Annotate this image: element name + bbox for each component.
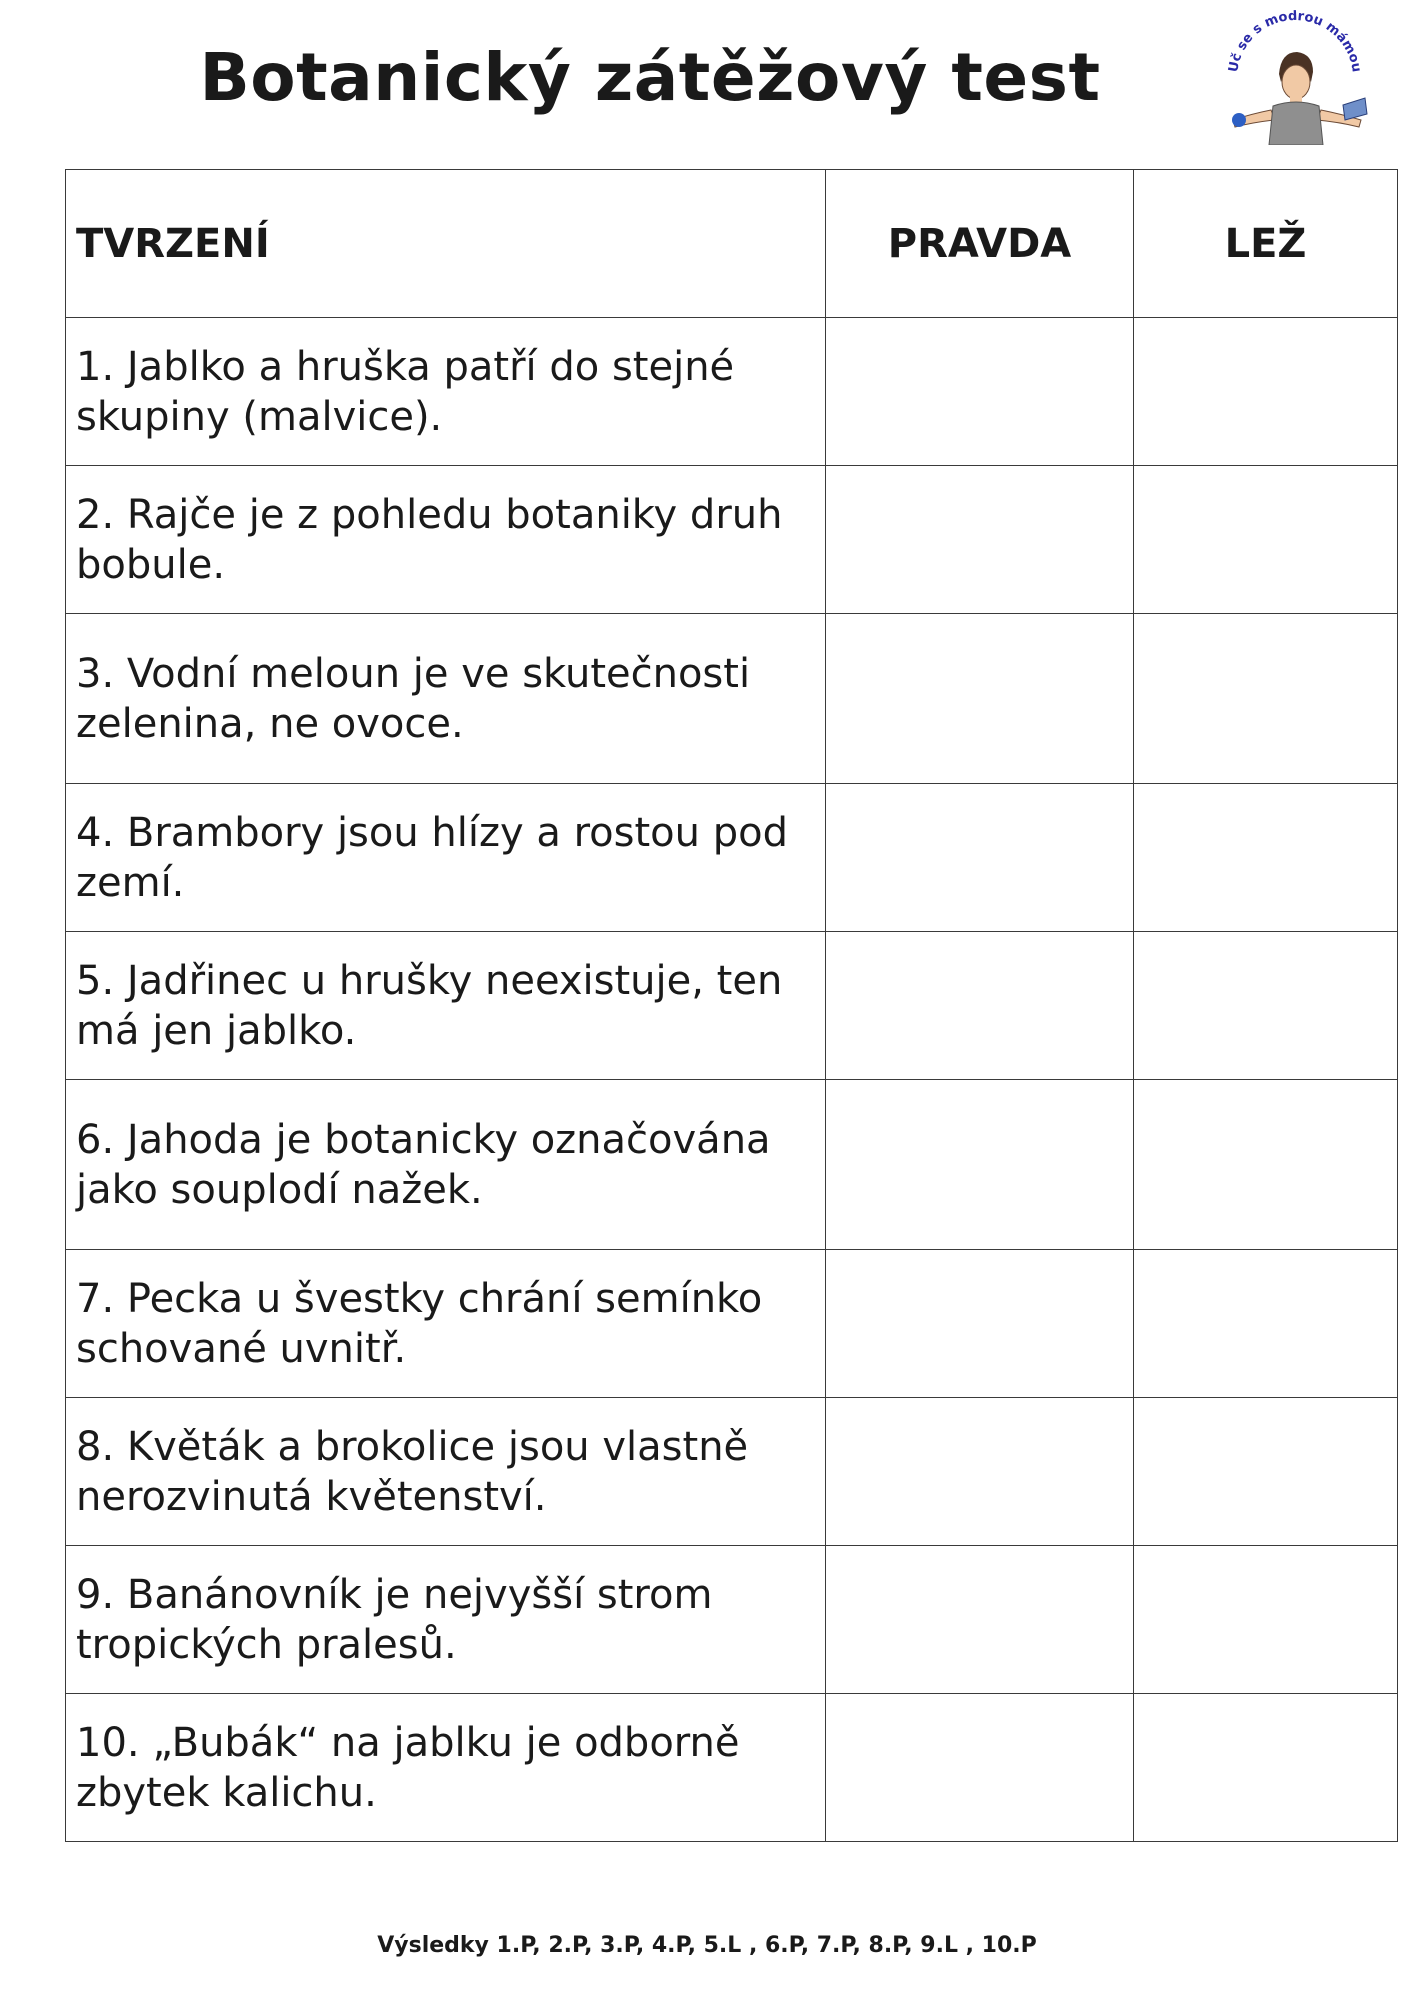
statement-cell: 9. Banánovník je nejvyšší strom tropických pralesů.	[66, 1546, 826, 1694]
true-answer-cell[interactable]	[826, 614, 1134, 784]
header-false: LEŽ	[1134, 170, 1398, 318]
table-row	[66, 1694, 1398, 1842]
header-statement: TVRZENÍ	[66, 170, 826, 318]
false-answer-cell[interactable]	[1134, 318, 1398, 466]
true-answer-cell[interactable]	[826, 1546, 1134, 1694]
page-title: Botanický zátěžový test	[199, 39, 1101, 116]
table-row	[66, 1546, 1398, 1694]
statement-cell: 7. Pecka u švestky chrání semínko schované uvnitř.	[66, 1250, 826, 1398]
true-answer-cell[interactable]	[826, 784, 1134, 932]
true-answer-cell[interactable]	[826, 1250, 1134, 1398]
table-row	[66, 614, 1398, 784]
table-row	[66, 466, 1398, 614]
false-answer-cell[interactable]	[1134, 1080, 1398, 1250]
false-answer-cell[interactable]	[1134, 1694, 1398, 1842]
false-answer-cell[interactable]	[1134, 1546, 1398, 1694]
true-answer-cell[interactable]	[826, 466, 1134, 614]
false-answer-cell[interactable]	[1134, 932, 1398, 1080]
header-true: PRAVDA	[826, 170, 1134, 318]
table-row	[66, 1398, 1398, 1546]
logo-text: Uč se s modrou mámou	[1226, 10, 1364, 74]
table-row	[66, 932, 1398, 1080]
false-answer-cell[interactable]	[1134, 784, 1398, 932]
false-answer-cell[interactable]	[1134, 1398, 1398, 1546]
false-answer-cell[interactable]	[1134, 466, 1398, 614]
table-row	[66, 1250, 1398, 1398]
results-answer-key: Výsledky 1.P, 2.P, 3.P, 4.P, 5.L , 6.P, 7.P, 8.P, 9.L , 10.P	[377, 1933, 1037, 1958]
false-answer-cell[interactable]	[1134, 614, 1398, 784]
statement-cell: 10. „Bubák“ na jablku je odborně zbytek kalichu.	[66, 1694, 826, 1842]
true-answer-cell[interactable]	[826, 1080, 1134, 1250]
statement-cell: 3. Vodní meloun je ve skutečnosti zelenina, ne ovoce.	[66, 614, 826, 784]
table-row	[66, 1080, 1398, 1250]
statement-cell: 2. Rajče je z pohledu botaniky druh bobule.	[66, 466, 826, 614]
table-row	[66, 318, 1398, 466]
true-answer-cell[interactable]	[826, 932, 1134, 1080]
statement-cell: 4. Brambory jsou hlízy a rostou pod zemí.	[66, 784, 826, 932]
statement-cell: 1. Jablko a hruška patří do stejné skupiny (malvice).	[66, 318, 826, 466]
statement-cell: 6. Jahoda je botanicky označována jako souplodí nažek.	[66, 1080, 826, 1250]
table-row	[66, 784, 1398, 932]
statement-cell: 5. Jadřinec u hrušky neexistuje, ten má jen jablko.	[66, 932, 826, 1080]
statement-cell: 8. Květák a brokolice jsou vlastně nerozvinutá květenství.	[66, 1398, 826, 1546]
statements-table	[65, 169, 1398, 1842]
logo-illustration	[1215, 10, 1375, 145]
true-answer-cell[interactable]	[826, 318, 1134, 466]
true-answer-cell[interactable]	[826, 1398, 1134, 1546]
true-answer-cell[interactable]	[826, 1694, 1134, 1842]
false-answer-cell[interactable]	[1134, 1250, 1398, 1398]
